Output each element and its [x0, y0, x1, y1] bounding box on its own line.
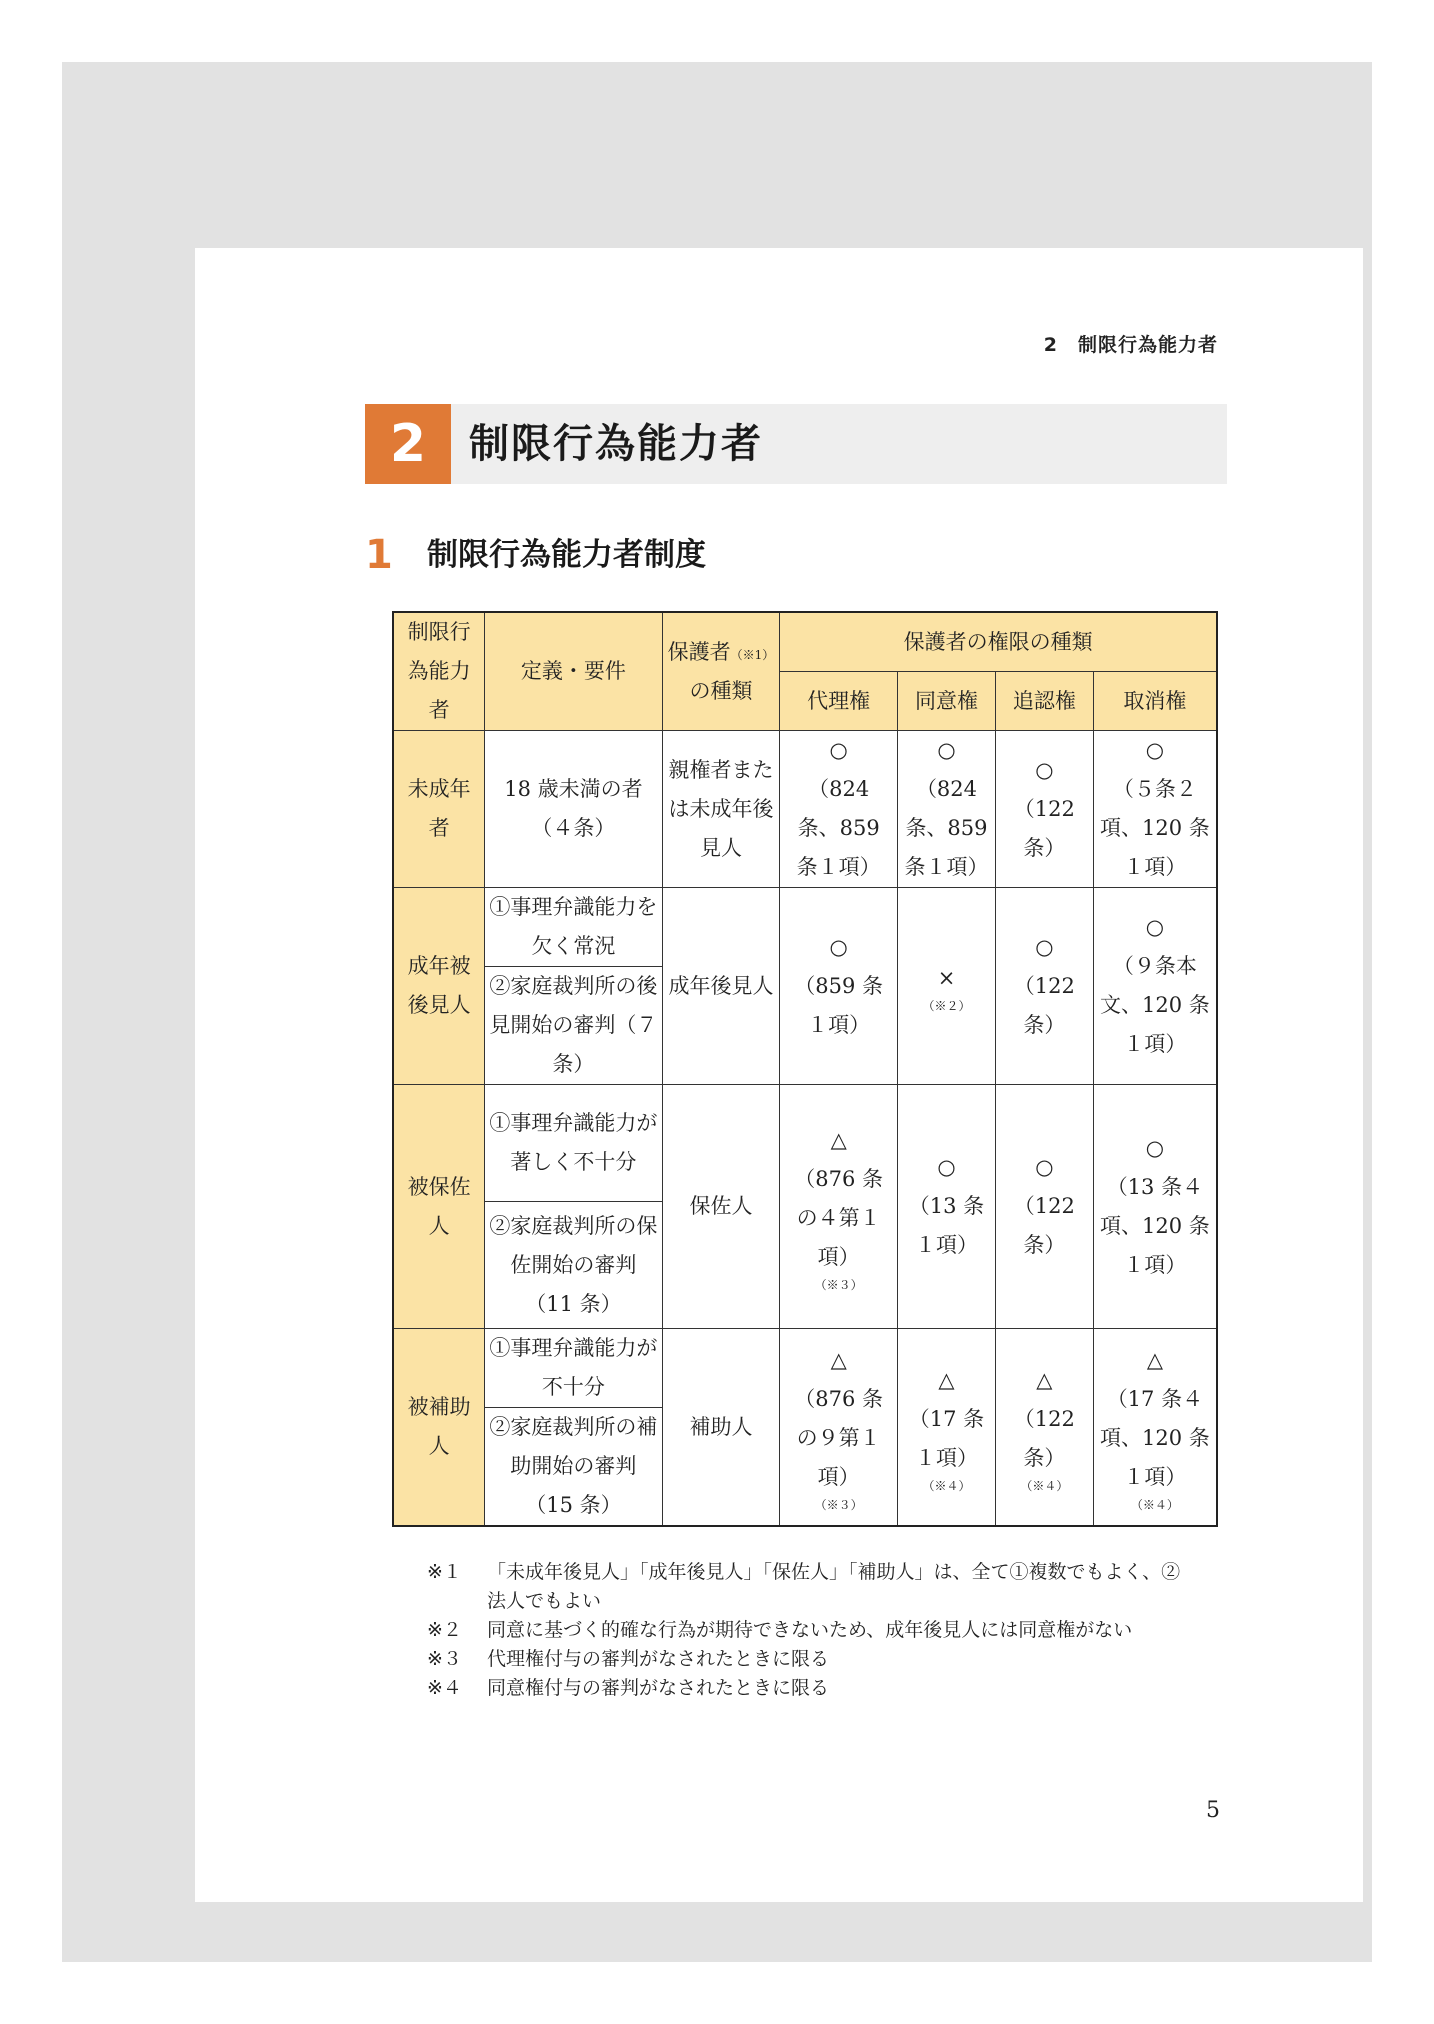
header-capacity: 制限行為能力者 [393, 612, 485, 731]
running-head: 2 制限行為能力者 [1043, 334, 1218, 356]
guardian-cell: 成年後見人 [662, 888, 780, 1085]
right-mark: ○ [1145, 738, 1165, 762]
right-cell [898, 731, 996, 888]
footnote [427, 1616, 1187, 1645]
right-note: （※３） [814, 1277, 863, 1292]
footnote-text: 同意に基づく的確な行為が期待できないため、成年後見人には同意権がない [487, 1619, 1133, 1641]
right-text: （122 条） [1013, 796, 1075, 860]
right-cell [995, 731, 1093, 888]
right-cell [780, 1329, 898, 1527]
right-cell [1093, 731, 1217, 888]
right-text: （876 条の４第１項） [794, 1166, 884, 1269]
table-row [393, 731, 1217, 888]
footnote [427, 1558, 1187, 1616]
right-text: （122 条） [1013, 1406, 1075, 1470]
header-guardian-note: （※1） [730, 647, 775, 662]
right-cell [898, 888, 996, 1085]
right-text: （876 条の９第１項） [794, 1387, 884, 1489]
right-note: （※４） [1130, 1498, 1179, 1512]
header-rescind-right: 取消権 [1093, 672, 1217, 731]
right-text: （17 条１項） [908, 1406, 985, 1470]
right-mark: △ [1146, 1348, 1163, 1372]
book-page [195, 248, 1363, 1902]
footnote-mark: ※２ [427, 1619, 462, 1641]
right-mark: △ [830, 1127, 847, 1152]
right-mark: △ [1036, 1367, 1053, 1392]
header-ratify-right: 追認権 [995, 672, 1093, 731]
right-text: （824 条、859 条１項） [796, 777, 881, 879]
right-cell [1093, 1329, 1217, 1527]
right-cell [898, 1329, 996, 1527]
right-mark: ○ [1035, 1155, 1054, 1179]
right-mark: ○ [829, 738, 848, 762]
requirement-cell: ②家庭裁判所の保佐開始の審判（11 条） [485, 1202, 662, 1329]
row-label: 成年被後見人 [393, 888, 485, 1085]
footnote-mark: ※４ [427, 1677, 462, 1699]
footnote-text: 同意権付与の審判がなされたときに限る [487, 1677, 830, 1699]
right-cell [1093, 888, 1217, 1085]
requirement-cell: ②家庭裁判所の補助開始の審判（15 条） [485, 1408, 662, 1527]
right-cell [995, 1329, 1093, 1527]
right-note: （※４） [922, 1478, 971, 1493]
right-mark: ○ [937, 738, 956, 762]
section-number: 1 [365, 532, 393, 578]
header-authority-group: 保護者の権限の種類 [780, 612, 1217, 672]
guardian-cell: 親権者または未成年後見人 [662, 731, 780, 888]
footnote-text: 代理権付与の審判がなされたときに限る [487, 1648, 830, 1670]
section-title: 制限行為能力者制度 [427, 537, 706, 573]
limited-capacity-table [392, 611, 1218, 1527]
right-mark: ○ [829, 934, 848, 959]
requirement-cell: ②家庭裁判所の後見開始の審判（７条） [485, 967, 662, 1085]
right-mark: ○ [1035, 934, 1054, 959]
header-guardian-tail: の種類 [689, 678, 753, 703]
right-mark: ○ [1035, 757, 1054, 782]
requirement-cell: 18 歳未満の者（４条） [485, 731, 662, 888]
right-text: （122 条） [1013, 1194, 1075, 1257]
header-definition: 定義・要件 [485, 612, 662, 731]
table-row [393, 1085, 1217, 1202]
right-mark: ○ [1145, 915, 1165, 939]
footnote-mark: ※１ [427, 1561, 462, 1583]
footnote-mark: ※３ [427, 1648, 462, 1670]
chapter-heading [365, 404, 1227, 484]
right-cell [780, 888, 898, 1085]
right-text: （122 条） [1013, 973, 1075, 1037]
right-cell [995, 888, 1093, 1085]
right-mark: × [937, 965, 956, 990]
row-label: 未成年者 [393, 731, 485, 888]
footnote-text: 「未成年後見人」「成年後見人」「保佐人」「補助人」は、全て①複数でもよく、②法人でもよい [487, 1561, 1181, 1612]
table-header-row [393, 612, 1217, 672]
row-label: 被補助人 [393, 1329, 485, 1527]
page-number: 5 [1206, 1798, 1220, 1823]
right-text: （824 条、859 条１項） [904, 777, 989, 879]
requirement-cell: ①事理弁識能力が著しく不十分 [485, 1085, 662, 1202]
gray-frame [62, 62, 1372, 1962]
right-mark: △ [938, 1367, 955, 1392]
header-consent-right: 同意権 [898, 672, 996, 731]
requirement-cell: ①事理弁識能力を欠く常況 [485, 888, 662, 967]
right-mark: ○ [937, 1155, 956, 1179]
chapter-title: 制限行為能力者 [469, 421, 763, 467]
right-text: （５条２項、120 条１項） [1100, 777, 1210, 879]
guardian-cell: 保佐人 [662, 1085, 780, 1329]
footnote [427, 1645, 1187, 1674]
right-note: （※２） [922, 998, 971, 1013]
right-cell [995, 1085, 1093, 1329]
right-cell [898, 1085, 996, 1329]
right-text: （13 条１項） [908, 1194, 985, 1257]
header-guardian-label: 保護者 [667, 639, 731, 664]
right-cell [1093, 1085, 1217, 1329]
right-text: （９条本文、120 条１項） [1100, 954, 1210, 1056]
right-text: （17 条４項、120 条１項） [1100, 1387, 1210, 1489]
row-label: 被保佐人 [393, 1085, 485, 1329]
chapter-number: 2 [365, 404, 451, 484]
guardian-cell: 補助人 [662, 1329, 780, 1527]
right-text: （859 条１項） [794, 973, 884, 1037]
table-row [393, 1329, 1217, 1408]
footnotes [427, 1558, 1187, 1703]
footnote [427, 1674, 1187, 1703]
right-note: （※３） [814, 1498, 863, 1512]
right-mark: △ [830, 1348, 847, 1372]
header-guardian-type [662, 612, 780, 731]
right-cell [780, 1085, 898, 1329]
header-agency-right: 代理権 [780, 672, 898, 731]
right-text: （13 条４項、120 条１項） [1100, 1174, 1210, 1277]
right-note: （※４） [1020, 1478, 1069, 1493]
table-row [393, 888, 1217, 967]
right-cell [780, 731, 898, 888]
right-mark: ○ [1145, 1135, 1165, 1160]
requirement-cell: ①事理弁識能力が不十分 [485, 1329, 662, 1408]
